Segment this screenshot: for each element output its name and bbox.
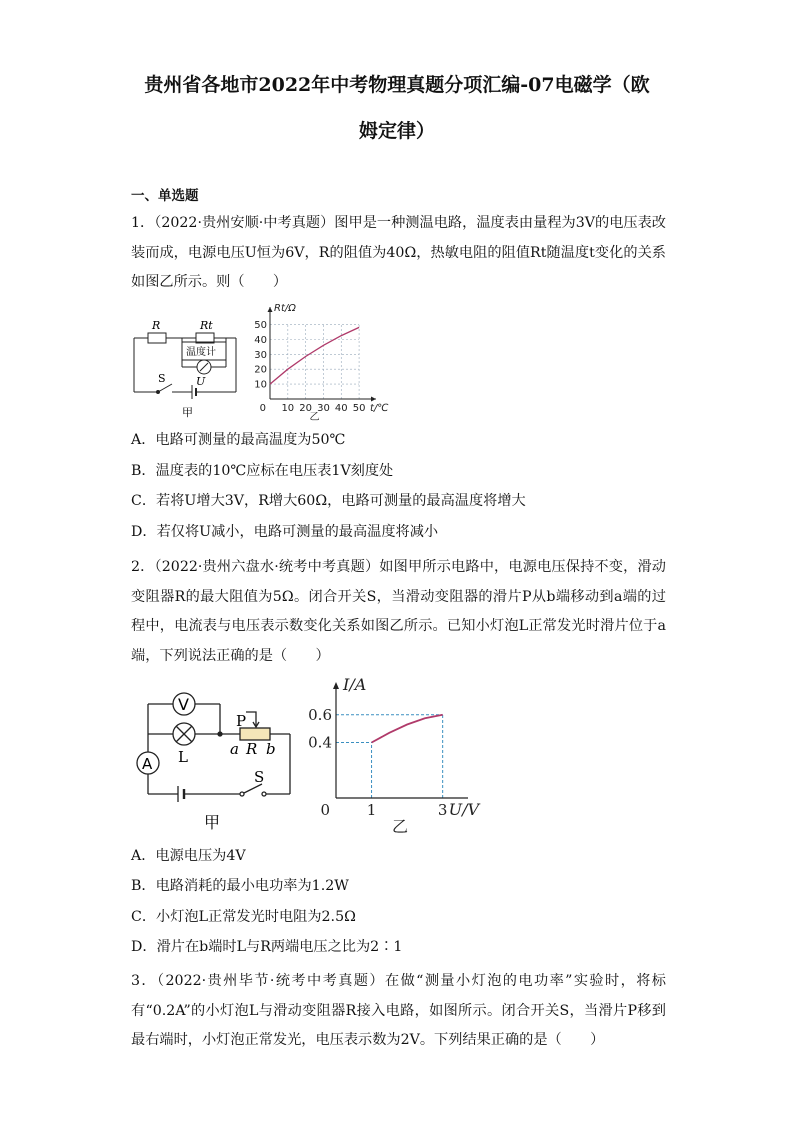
section-heading: 一、单选题 — [131, 188, 199, 204]
q1-y-tick-label: 20 — [254, 364, 267, 376]
q1-graph — [252, 298, 402, 422]
q2-voltmeter-symbol: V — [178, 695, 189, 714]
q1-x-tick-label: 20 — [299, 403, 313, 414]
q2-x-axis-label: U/V — [448, 800, 480, 819]
q1-y-tick-label: 50 — [254, 319, 267, 331]
q2-y-axis-label: I/A — [343, 675, 367, 694]
q2-caption-yi: 乙 — [391, 817, 409, 836]
q1-circuit-diagram — [126, 314, 248, 422]
question-1-option-a: A．电路可测量的最高温度为50℃ — [131, 432, 346, 448]
question-2-option-d: D．滑片在b端时L与R两端电压之比为2∶1 — [131, 939, 403, 955]
question-1-option-c: C．若将U增大3V，R增大60Ω，电路可测量的最高温度将增大 — [131, 493, 526, 509]
q1-caption-jia: 甲 — [182, 406, 193, 419]
q2-label-s: S — [254, 768, 265, 786]
q1-curve — [270, 327, 359, 384]
q1-y-tick-label: 10 — [254, 379, 267, 391]
q1-origin-label: 0 — [259, 403, 266, 414]
q1-label-u: U — [196, 375, 206, 388]
q2-label-p: P — [236, 712, 247, 730]
question-2-option-a: A．电源电压为4V — [131, 848, 246, 864]
q1-y-tick-label: 30 — [254, 349, 267, 361]
question-2-option-b: B．电路消耗的最小电功率为1.2W — [131, 878, 349, 894]
question-2-option-c: C．小灯泡L正常发光时电阻为2.5Ω — [131, 909, 356, 925]
q2-origin-label: 0 — [320, 801, 330, 819]
q2-label-a: a — [230, 740, 239, 758]
question-3-stem: 3．（2022·贵州毕节·统考中考真题）在做“测量小灯泡的电功率”实验时，将标有“0.2A”的小灯泡L与滑动变阻器R接入电路，如图所示。闭合开关S，当滑片P移到最右端时，小灯泡正常发光，电压表示数为2V。下列结果正确的是（ ） — [131, 973, 666, 1048]
q2-y-tick-label: 0.6 — [308, 705, 332, 724]
q2-ammeter-symbol: A — [142, 755, 153, 773]
q2-x-tick-label: 1 — [366, 801, 377, 819]
question-2-stem: 2．（2022·贵州六盘水·统考中考真题）如图甲所示电路中，电源电压保持不变，滑动变阻器R的最大阻值为5Ω。闭合开关S，当滑动变阻器的滑片P从b端移动到a端的过程中，电流表与电压表示数变化关系如图乙所示。已知小灯泡L正常发光时滑片位于a端，下列说法正确的是（ ） — [131, 559, 666, 664]
q1-label-thermometer: 温度计 — [186, 347, 216, 358]
question-1-option-d: D．若仅将U减小，电路可测量的最高温度将减小 — [131, 524, 439, 540]
q1-label-s: S — [158, 372, 166, 385]
q1-y-tick-label: 40 — [254, 334, 267, 346]
q1-caption-yi: 乙 — [309, 412, 320, 423]
q2-curve — [372, 715, 443, 743]
document-title — [100, 62, 694, 154]
q1-x-tick-label: 40 — [334, 403, 348, 414]
q1-x-axis-label: t/℃ — [370, 403, 389, 414]
title-line-1: 贵州省各地市2022年中考物理真题分项汇编-07电磁学（欧 — [144, 74, 650, 96]
q2-y-arrow — [333, 682, 339, 689]
question-1-option-b: B．温度表的10℃应标在电压表1V刻度处 — [131, 463, 394, 479]
q1-x-tick-label: 30 — [317, 403, 330, 414]
q1-x-tick-label: 10 — [281, 403, 295, 414]
q2-y-tick-label: 0.4 — [308, 733, 332, 752]
q1-label-r: R — [152, 319, 161, 332]
q2-caption-jia: 甲 — [204, 813, 221, 832]
q1-label-rt: Rt — [200, 319, 213, 332]
question-1-stem: 1．（2022·贵州安顺·中考真题）图甲是一种测温电路，温度表由量程为3V的电压表改装而成，电源电压U恒为6V，R的阻值为40Ω，热敏电阻的阻值Rt随温度t变化的关系如图乙所示。则（ ） — [131, 215, 666, 290]
q2-x-tick-label: 3 — [437, 801, 448, 819]
q2-circuit-diagram — [128, 686, 300, 836]
q1-y-arrow — [268, 307, 273, 312]
title-line-2: 姆定律） — [358, 120, 435, 142]
q2-graph — [300, 675, 480, 836]
q2-label-b: b — [266, 740, 276, 758]
q1-x-tick-label: 50 — [352, 403, 366, 414]
q2-label-l: L — [178, 748, 188, 766]
q2-label-r: R — [246, 740, 258, 758]
q1-y-axis-label: Rt/Ω — [274, 303, 296, 314]
q1-x-arrow — [371, 397, 376, 402]
